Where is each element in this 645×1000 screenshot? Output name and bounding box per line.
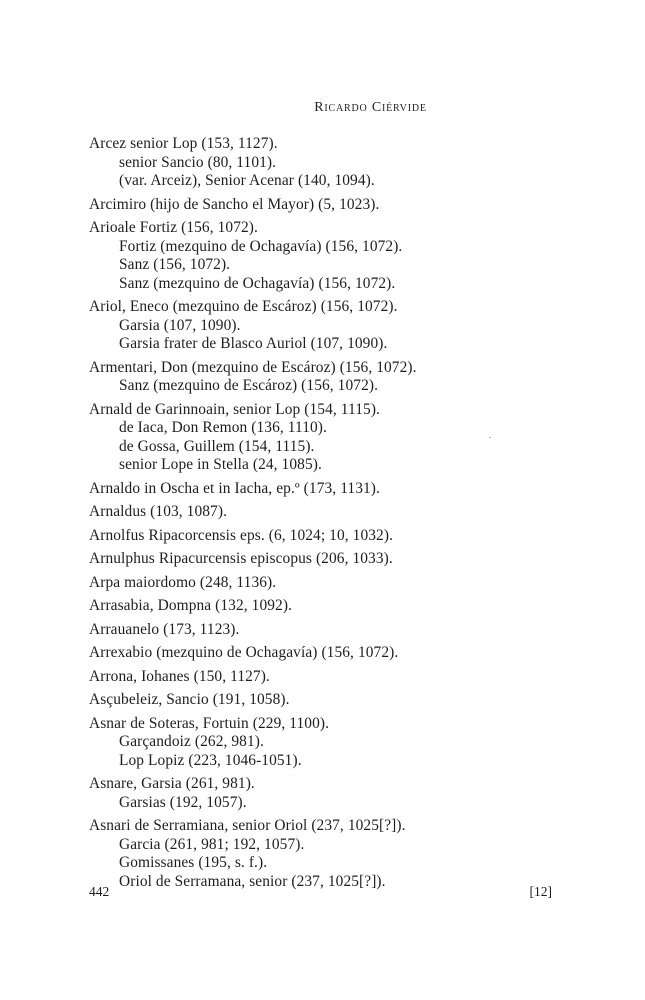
entry-subline: Sanz (156, 1072). — [119, 256, 231, 273]
section-number: [12] — [529, 884, 552, 899]
entry-subline: Fortiz (mezquino de Ochagavía) (156, 1072). — [119, 237, 403, 255]
scan-speck — [489, 437, 491, 438]
entry-headword-line: Asçubeleiz, Sancio (191, 1058). — [89, 691, 290, 708]
entry-headword-line: Arnaldo in Oscha et in Iacha, ep.º (173, 1131). — [89, 479, 380, 497]
entry-subline: de Gossa, Guillem (154, 1115). — [119, 437, 315, 455]
index-entry — [89, 597, 559, 616]
entry-headword-line: Arcez senior Lop (153, 1127). — [89, 135, 278, 152]
index-entry — [89, 691, 559, 710]
index-entry — [89, 503, 559, 522]
entry-headword-line: Arnolfus Ripacorcensis eps. (6, 1024; 10, 1032). — [89, 526, 394, 544]
entry-subline: senior Sancio (80, 1101). — [119, 153, 277, 171]
index-entry — [89, 196, 559, 215]
entry-subline: Garçandoiz (262, 981). — [119, 733, 264, 750]
entry-headword-line: Arioale Fortiz (156, 1072). — [89, 219, 258, 236]
entry-subline: Garsia (107, 1090). — [119, 316, 241, 334]
entry-subline: de Iaca, Don Remon (136, 1110). — [119, 419, 327, 436]
entry-headword-line: Arnaldus (103, 1087). — [89, 503, 228, 520]
index-entry — [89, 219, 559, 293]
entry-subline: senior Lope in Stella (24, 1085). — [119, 456, 322, 473]
entry-headword-line: Arpa maiordomo (248, 1136). — [89, 573, 277, 591]
name-index — [89, 135, 559, 896]
index-entry — [89, 527, 559, 546]
index-entry — [89, 775, 559, 812]
entry-headword-line: Arrona, Iohanes (150, 1127). — [89, 667, 270, 685]
index-entry — [89, 668, 559, 687]
entry-subline: Lop Lopiz (223, 1046-1051). — [119, 751, 302, 769]
index-entry — [89, 480, 559, 499]
index-entry — [89, 574, 559, 593]
index-entry — [89, 715, 559, 771]
entry-subline: Garcia (261, 981; 192, 1057). — [119, 835, 305, 853]
running-head — [0, 100, 645, 116]
index-entry — [89, 817, 559, 891]
index-entry — [89, 135, 559, 191]
entry-headword-line: Arrasabia, Dompna (132, 1092). — [89, 597, 293, 614]
entry-headword-line: Asnare, Garsia (261, 981). — [89, 775, 255, 792]
entry-subline: Sanz (mezquino de Ochagavía) (156, 1072). — [119, 274, 396, 292]
index-entry — [89, 644, 559, 663]
entry-subline: Garsia frater de Blasco Auriol (107, 1090). — [119, 335, 388, 352]
entry-headword-line: Asnari de Serramiana, senior Oriol (237, 1025[?]). — [89, 817, 406, 834]
entry-subline: Sanz (mezquino de Escároz) (156, 1072). — [119, 377, 379, 394]
index-entry — [89, 550, 559, 569]
entry-subline: Gomissanes (195, s. f.). — [119, 854, 268, 871]
entry-headword-line: Ariol, Eneco (mezquino de Escároz) (156, 1072). — [89, 298, 398, 315]
entry-subline: Oriol de Serramana, senior (237, 1025[?]). — [119, 872, 386, 890]
entry-subline: (var. Arceiz), Senior Acenar (140, 1094). — [119, 172, 375, 189]
running-head-text: Ricardo Ciérvide — [314, 100, 427, 115]
entry-subline: Garsias (192, 1057). — [119, 793, 247, 811]
entry-headword-line: Asnar de Soteras, Fortuin (229, 1100). — [89, 714, 330, 732]
index-entry — [89, 298, 559, 354]
entry-headword-line: Arcimiro (hijo de Sancho el Mayor) (5, 1023). — [89, 195, 380, 213]
entry-headword-line: Arnald de Garinnoain, senior Lop (154, 1115). — [89, 400, 381, 418]
index-entry — [89, 359, 559, 396]
entry-headword-line: Arrexabio (mezquino de Ochagavía) (156, 1072). — [89, 644, 399, 661]
entry-headword-line: Arrauanelo (173, 1123). — [89, 620, 240, 638]
entry-headword-line: Arnulphus Ripacurcensis episcopus (206, 1033). — [89, 550, 393, 567]
index-entry — [89, 621, 559, 640]
page-number: 442 — [89, 884, 110, 899]
entry-headword-line: Armentari, Don (mezquino de Escároz) (156, 1072). — [89, 358, 417, 376]
